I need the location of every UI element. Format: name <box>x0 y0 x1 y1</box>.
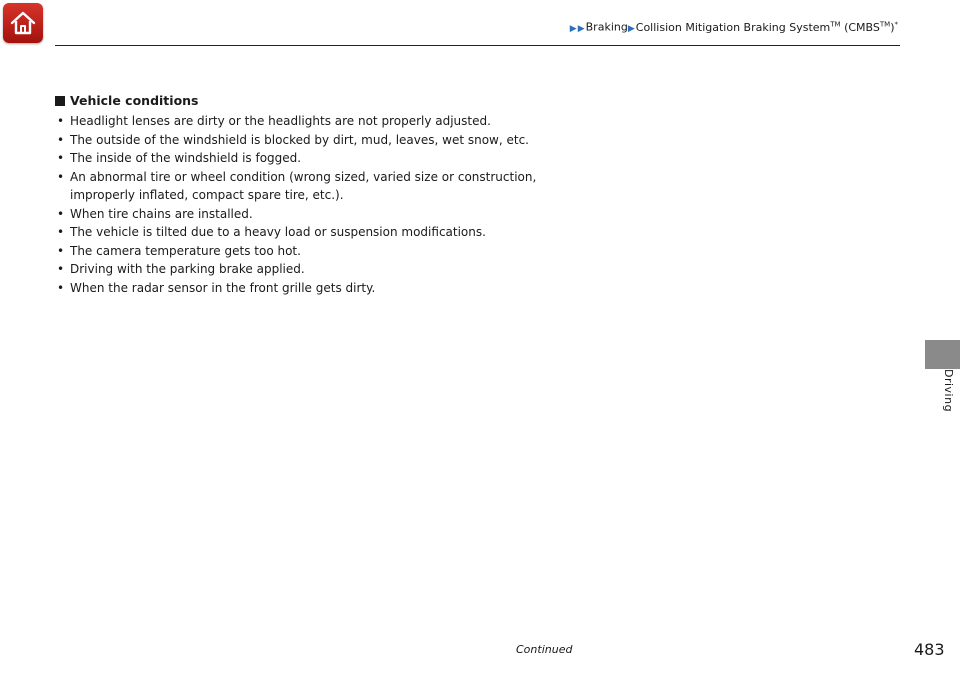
bullet-icon: • <box>57 280 65 295</box>
breadcrumb-arrow-icon: ▶ <box>569 23 577 34</box>
list-item-text: Driving with the parking brake applied. <box>70 262 305 276</box>
list-item-text: The outside of the windshield is blocked by dirt, mud, leaves, wet snow, etc. <box>70 132 529 147</box>
list-item <box>55 242 536 261</box>
bullet-icon: • <box>57 262 65 276</box>
breadcrumb-cmbs-abbr-close: ) <box>890 20 895 34</box>
list-item <box>55 149 536 168</box>
section-heading-text: Vehicle conditions <box>70 93 199 108</box>
breadcrumb <box>570 20 898 34</box>
condition-list <box>55 112 536 297</box>
list-item-text: The vehicle is tilted due to a heavy load or suspension modifications. <box>70 225 486 239</box>
list-item-text: When tire chains are installed. <box>70 206 253 221</box>
square-bullet-icon <box>55 96 65 106</box>
bullet-icon: • <box>57 151 65 165</box>
breadcrumb-arrow-icon: ▶ <box>577 23 585 34</box>
list-item-text: An abnormal tire or wheel condition (wrong sized, varied size or construction, improperly inflated, compact spare tire, etc.). <box>70 169 537 202</box>
home-button[interactable] <box>3 3 43 43</box>
list-item <box>55 168 536 205</box>
trademark-mark: TM <box>879 20 891 28</box>
chapter-tab-driving[interactable] <box>925 340 960 369</box>
bullet-icon: • <box>57 114 65 128</box>
asterisk-mark: * <box>894 20 898 28</box>
list-item-text: The camera temperature gets too hot. <box>70 243 301 258</box>
continued-label: Continued <box>516 643 573 656</box>
list-item-text: The inside of the windshield is fogged. <box>70 151 302 165</box>
list-item-text: When the radar sensor in the front grille gets dirty. <box>70 280 376 295</box>
breadcrumb-arrow-icon: ▶ <box>627 23 635 34</box>
bullet-icon: • <box>57 169 65 184</box>
list-item <box>55 112 536 131</box>
chapter-label: Driving <box>942 369 955 413</box>
breadcrumb-cmbs[interactable] <box>636 21 898 34</box>
bullet-icon: • <box>57 206 65 221</box>
bullet-icon: • <box>57 243 65 258</box>
list-item-text: Headlight lenses are dirty or the headlights are not properly adjusted. <box>70 114 491 128</box>
section-heading <box>55 93 199 108</box>
bullet-icon: • <box>57 132 65 147</box>
header-divider <box>55 45 900 46</box>
list-item <box>55 223 536 242</box>
list-item <box>55 205 536 224</box>
page-number: 483 <box>914 640 945 659</box>
breadcrumb-braking[interactable]: Braking <box>585 20 628 34</box>
home-icon <box>9 9 37 37</box>
list-item <box>55 260 536 279</box>
breadcrumb-cmbs-abbr-open: (CMBS <box>840 20 880 34</box>
list-item <box>55 279 536 298</box>
breadcrumb-cmbs-title: Collision Mitigation Braking System <box>635 20 831 34</box>
list-item <box>55 131 536 150</box>
trademark-mark: TM <box>830 20 841 28</box>
bullet-icon: • <box>57 225 65 239</box>
